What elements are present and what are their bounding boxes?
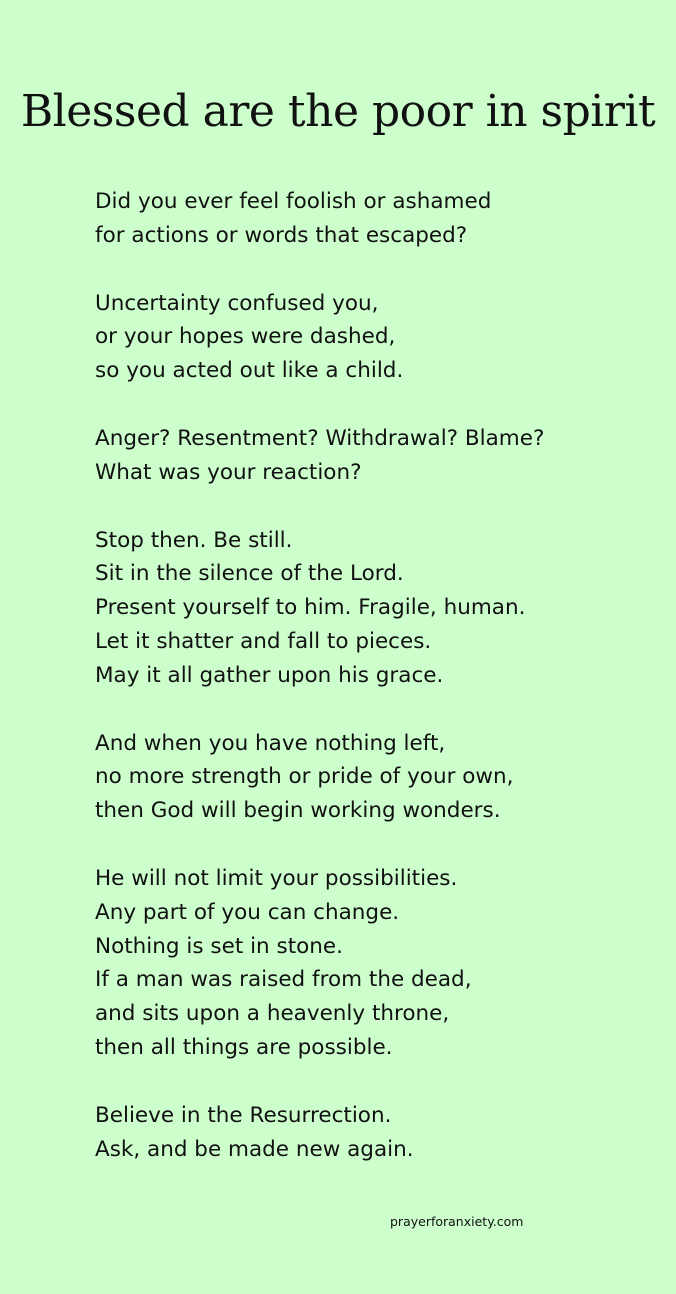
poem-line: Nothing is set in stone. xyxy=(95,933,343,959)
poem-line: or your hopes were dashed, xyxy=(95,324,396,350)
poem-line: Present yourself to him. Fragile, human. xyxy=(95,595,526,621)
poem-line: no more strength or pride of your own, xyxy=(95,764,514,790)
poem-title: Blessed are the poor in spirit xyxy=(20,86,656,137)
poem-line: What was your reaction? xyxy=(95,459,362,485)
poem-line: May it all gather upon his grace. xyxy=(95,662,444,688)
poem-line: then God will begin working wonders. xyxy=(95,798,501,824)
poem-line: for actions or words that escaped? xyxy=(95,222,468,248)
poem-line: Believe in the Resurrection. xyxy=(95,1102,392,1128)
stanza xyxy=(95,862,655,1065)
stanza xyxy=(95,185,655,253)
poem-line: Anger? Resentment? Withdrawal? Blame? xyxy=(95,425,545,451)
poem-line: Ask, and be made new again. xyxy=(95,1136,414,1162)
poem-line: Did you ever feel foolish or ashamed xyxy=(95,189,492,214)
poem-line: He will not limit your possibilities. xyxy=(95,865,458,891)
poem-line: Any part of you can change. xyxy=(95,899,400,925)
poem-body xyxy=(95,185,655,1200)
stanza xyxy=(95,727,655,828)
stanza xyxy=(95,287,655,388)
stanza xyxy=(95,422,655,490)
poem-line: Sit in the silence of the Lord. xyxy=(95,561,404,587)
poem-line: And when you have nothing left, xyxy=(95,730,446,756)
poem-line: If a man was raised from the dead, xyxy=(95,967,472,993)
poem-line: Stop then. Be still. xyxy=(95,527,293,553)
poem-line: then all things are possible. xyxy=(95,1034,393,1060)
poem-line: and sits upon a heavenly throne, xyxy=(95,1001,450,1027)
stanza xyxy=(95,524,655,693)
poem-line: Let it shatter and fall to pieces. xyxy=(95,628,432,654)
stanza xyxy=(95,1099,655,1167)
poem-line: Uncertainty confused you, xyxy=(95,290,379,316)
website-credit: prayerforanxiety.com xyxy=(390,1214,524,1229)
poem-line: so you acted out like a child. xyxy=(95,358,404,384)
